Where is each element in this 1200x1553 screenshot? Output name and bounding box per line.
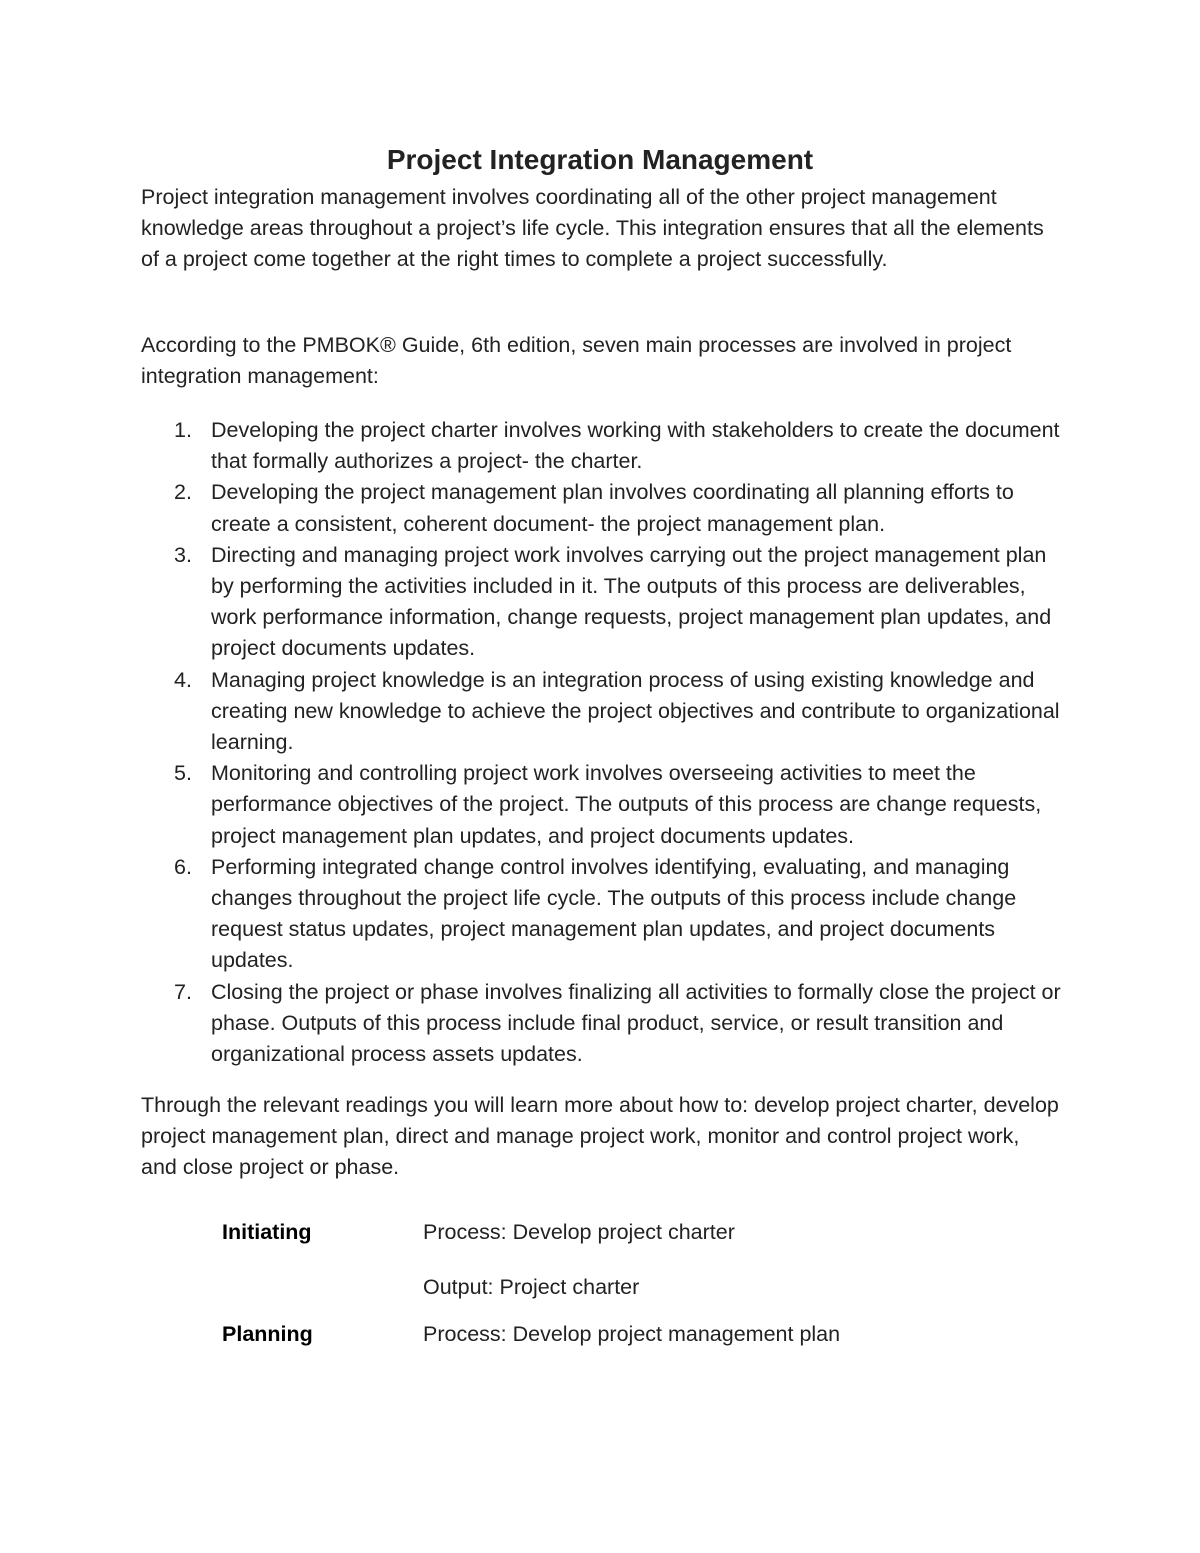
list-item xyxy=(141,477,1061,539)
pmbok-paragraph: According to the PMBOK® Guide, 6th edition, seven main processes are involved in project integration management: xyxy=(141,333,1012,389)
list-number: 4. xyxy=(174,667,192,692)
list-item xyxy=(141,852,1061,977)
list-number: 7. xyxy=(174,979,192,1004)
process-list xyxy=(141,415,1061,1070)
planning-process: Process: Develop project management plan xyxy=(423,1322,841,1346)
list-number: 2. xyxy=(174,480,192,505)
initiating-process: Process: Develop project charter xyxy=(423,1220,735,1244)
page-title: Project Integration Management xyxy=(386,144,814,175)
list-item-text: Monitoring and controlling project work involves overseeing activities to meet the performance objectives of the project. The outputs of this process are change requests, project management plan updates, and project documents updates. xyxy=(211,761,1042,848)
list-item-text: Closing the project or phase involves finalizing all activities to formally close the project or phase. Outputs of this process include final product, service, or result transition and organizational process assets updates. xyxy=(211,979,1061,1067)
phase-label-planning: Planning xyxy=(222,1322,313,1346)
list-item-text: Developing the project charter involves working with stakeholders to create the document that formally authorizes a project- the charter. xyxy=(211,418,1060,474)
list-item-text: Directing and managing project work involves carrying out the project management plan by performing the activities included in it. The outputs of this process are deliverables, work performance information, change requests, project management plan updates, and project documents updates. xyxy=(211,542,1052,661)
phase-label-initiating: Initiating xyxy=(222,1220,312,1244)
list-number: 3. xyxy=(174,542,192,567)
list-item xyxy=(141,540,1061,665)
list-item xyxy=(141,758,1061,852)
closing-paragraph: Through the relevant readings you will learn more about how to: develop project charter, develop project management plan, direct and manage project work, monitor and control project work, and close project or phase. xyxy=(141,1093,1059,1180)
list-item-text: Performing integrated change control involves identifying, evaluating, and managing changes throughout the project life cycle. The outputs of this process include change request status updates, project management plan updates, and project documents updates. xyxy=(211,854,1017,973)
list-item-text: Developing the project management plan involves coordinating all planning efforts to create a consistent, coherent document- the project management plan. xyxy=(211,480,1014,536)
list-number: 5. xyxy=(174,761,192,786)
list-number: 6. xyxy=(174,854,192,879)
intro-paragraph: Project integration management involves coordinating all of the other project management knowledge areas throughout a project’s life cycle. This integration ensures that all the elements of a project come together at the right times to complete a project successfully. xyxy=(141,185,1044,272)
list-item xyxy=(141,415,1061,477)
list-item xyxy=(141,977,1061,1071)
list-number: 1. xyxy=(174,418,192,442)
list-item-text: Managing project knowledge is an integration process of using existing knowledge and creating new knowledge to achieve the project objectives and contribute to organizational learning. xyxy=(211,667,1060,755)
list-item xyxy=(141,665,1061,759)
initiating-output: Output: Project charter xyxy=(423,1275,640,1299)
